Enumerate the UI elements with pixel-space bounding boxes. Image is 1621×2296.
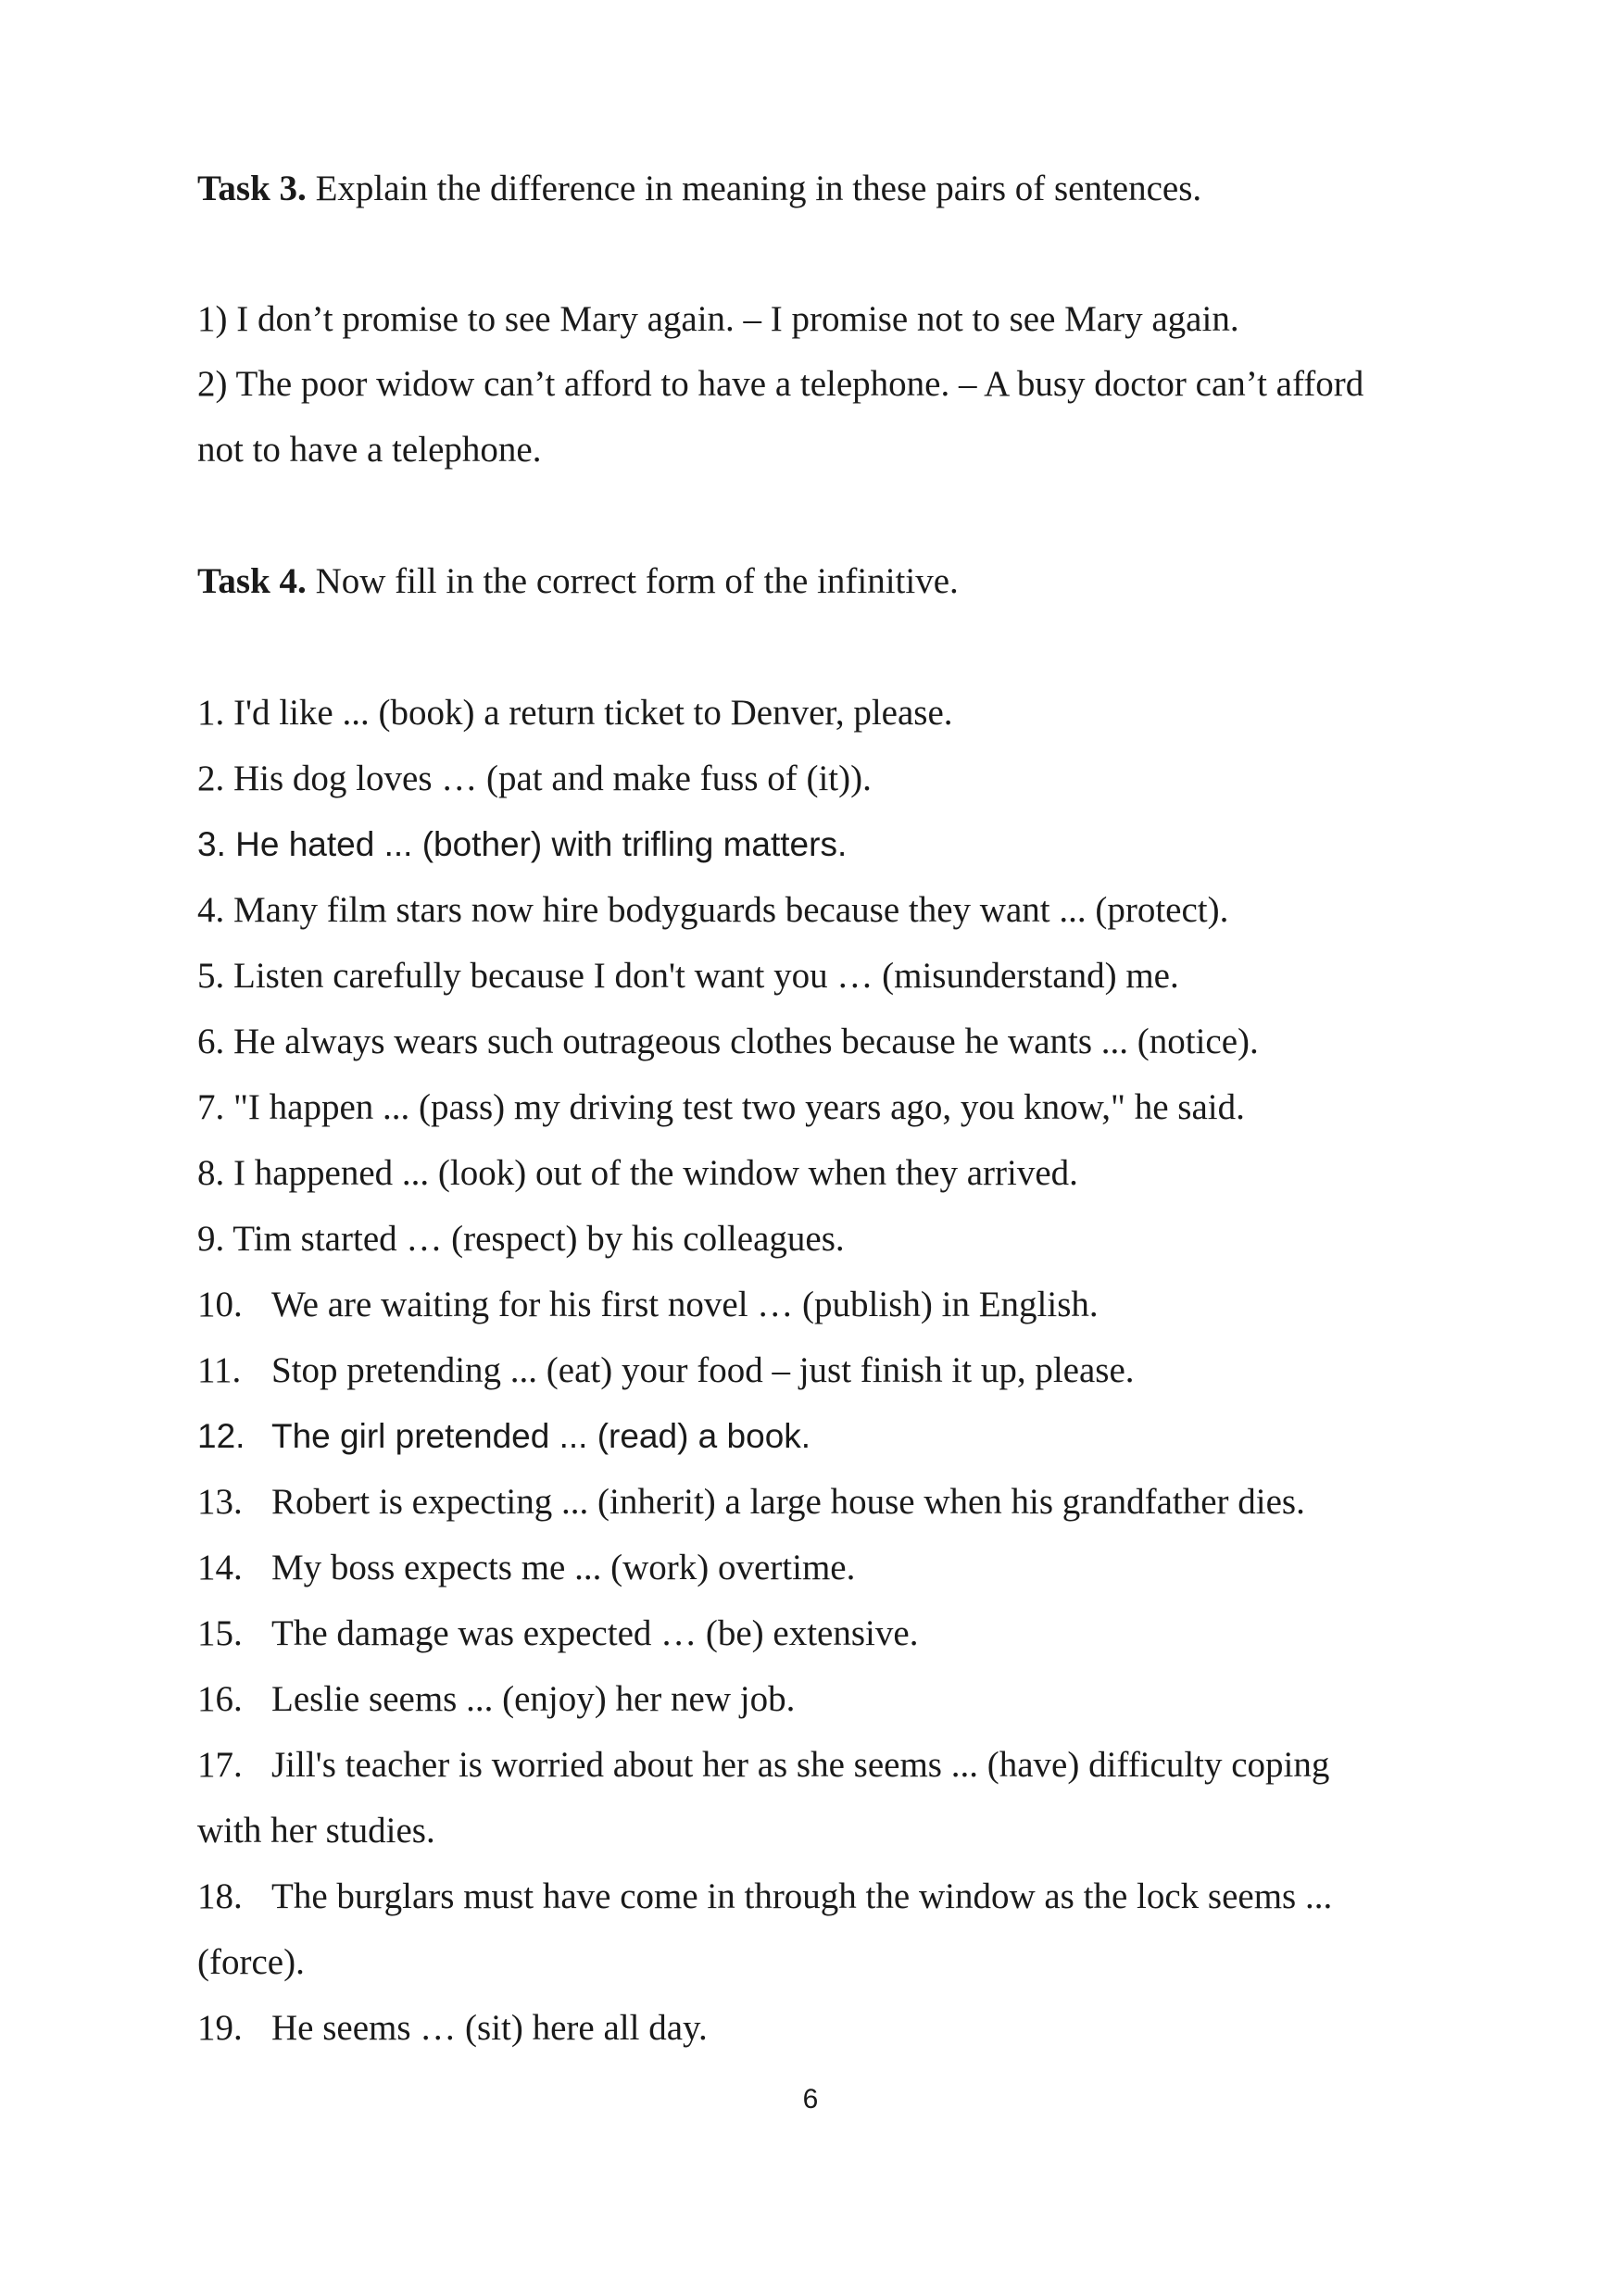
item-text: Jill's teacher is worried about her as she seems ... (have) difficulty coping [271, 1745, 1330, 1785]
item-number: 10. [197, 1285, 243, 1324]
exercise-item-17 [197, 1743, 1329, 1788]
exercise-item-18-cont: (force). [197, 1942, 305, 1982]
exercise-item-18 [197, 1875, 1332, 1919]
task3-heading [197, 167, 1201, 211]
exercise-item-13 [197, 1480, 1305, 1524]
item-text: The burglars must have come in through the window as the lock seems ... [271, 1876, 1333, 1916]
exercise-item-2: 2. His dog loves … (pat and make fuss of (it)). [197, 759, 872, 798]
task4-label: Task 4. [197, 561, 307, 601]
item-number: 17. [197, 1745, 243, 1785]
task3-sentence-2: 2) The poor widow can’t afford to have a telephone. – A busy doctor can’t afford [197, 364, 1364, 404]
item-text: The girl pretended ... (read) a book. [271, 1417, 811, 1455]
exercise-item-4: 4. Many film stars now hire bodyguards because they want ... (protect). [197, 890, 1229, 930]
item-number: 19. [197, 2008, 243, 2048]
item-text: He seems … (sit) here all day. [271, 2008, 708, 2048]
item-number: 14. [197, 1548, 243, 1587]
item-text: Robert is expecting ... (inherit) a large house when his grandfather dies. [271, 1482, 1305, 1522]
item-text: My boss expects me ... (work) overtime. [271, 1548, 856, 1587]
exercise-item-17-cont: with her studies. [197, 1811, 435, 1851]
exercise-item-16 [197, 1677, 795, 1722]
item-text: Leslie seems ... (enjoy) her new job. [271, 1679, 796, 1719]
item-text: Stop pretending ... (eat) your food – just finish it up, please. [271, 1350, 1135, 1390]
exercise-item-11 [197, 1349, 1135, 1393]
item-number: 12. [197, 1417, 245, 1455]
item-number: 11. [197, 1350, 242, 1390]
page-number: 6 [802, 2084, 819, 2114]
exercise-item-15 [197, 1612, 918, 1656]
task3-sentence-2-cont: not to have a telephone. [197, 430, 542, 470]
item-number: 15. [197, 1613, 243, 1653]
item-number: 16. [197, 1679, 243, 1719]
exercise-item-3: 3. He hated ... (bother) with trifling matters. [197, 825, 848, 863]
exercise-item-12 [197, 1414, 810, 1459]
item-number: 18. [197, 1876, 243, 1916]
task4-instruction: Now fill in the correct form of the infinitive. [306, 561, 959, 601]
item-number: 13. [197, 1482, 243, 1522]
item-text: The damage was expected … (be) extensive. [271, 1613, 919, 1653]
exercise-item-7: 7. "I happen ... (pass) my driving test two years ago, you know," he said. [197, 1087, 1245, 1127]
task3-label: Task 3. [197, 169, 307, 208]
exercise-item-14 [197, 1546, 855, 1590]
item-text: We are waiting for his first novel … (publish) in English. [271, 1285, 1099, 1324]
exercise-item-10 [197, 1283, 1099, 1327]
exercise-item-5: 5. Listen carefully because I don't want you … (misunderstand) me. [197, 956, 1179, 996]
exercise-item-19 [197, 2006, 708, 2051]
exercise-item-8: 8. I happened ... (look) out of the window when they arrived. [197, 1153, 1078, 1193]
task3-sentence-1: 1) I don’t promise to see Mary again. – I promise not to see Mary again. [197, 299, 1239, 339]
exercise-item-9: 9. Tim started … (respect) by his colleagues. [197, 1219, 845, 1259]
exercise-item-1: 1. I'd like ... (book) a return ticket to Denver, please. [197, 693, 953, 733]
exercise-item-6: 6. He always wears such outrageous clothes because he wants ... (notice). [197, 1022, 1259, 1061]
task4-heading [197, 559, 959, 604]
task3-instruction: Explain the difference in meaning in these pairs of sentences. [306, 169, 1202, 208]
